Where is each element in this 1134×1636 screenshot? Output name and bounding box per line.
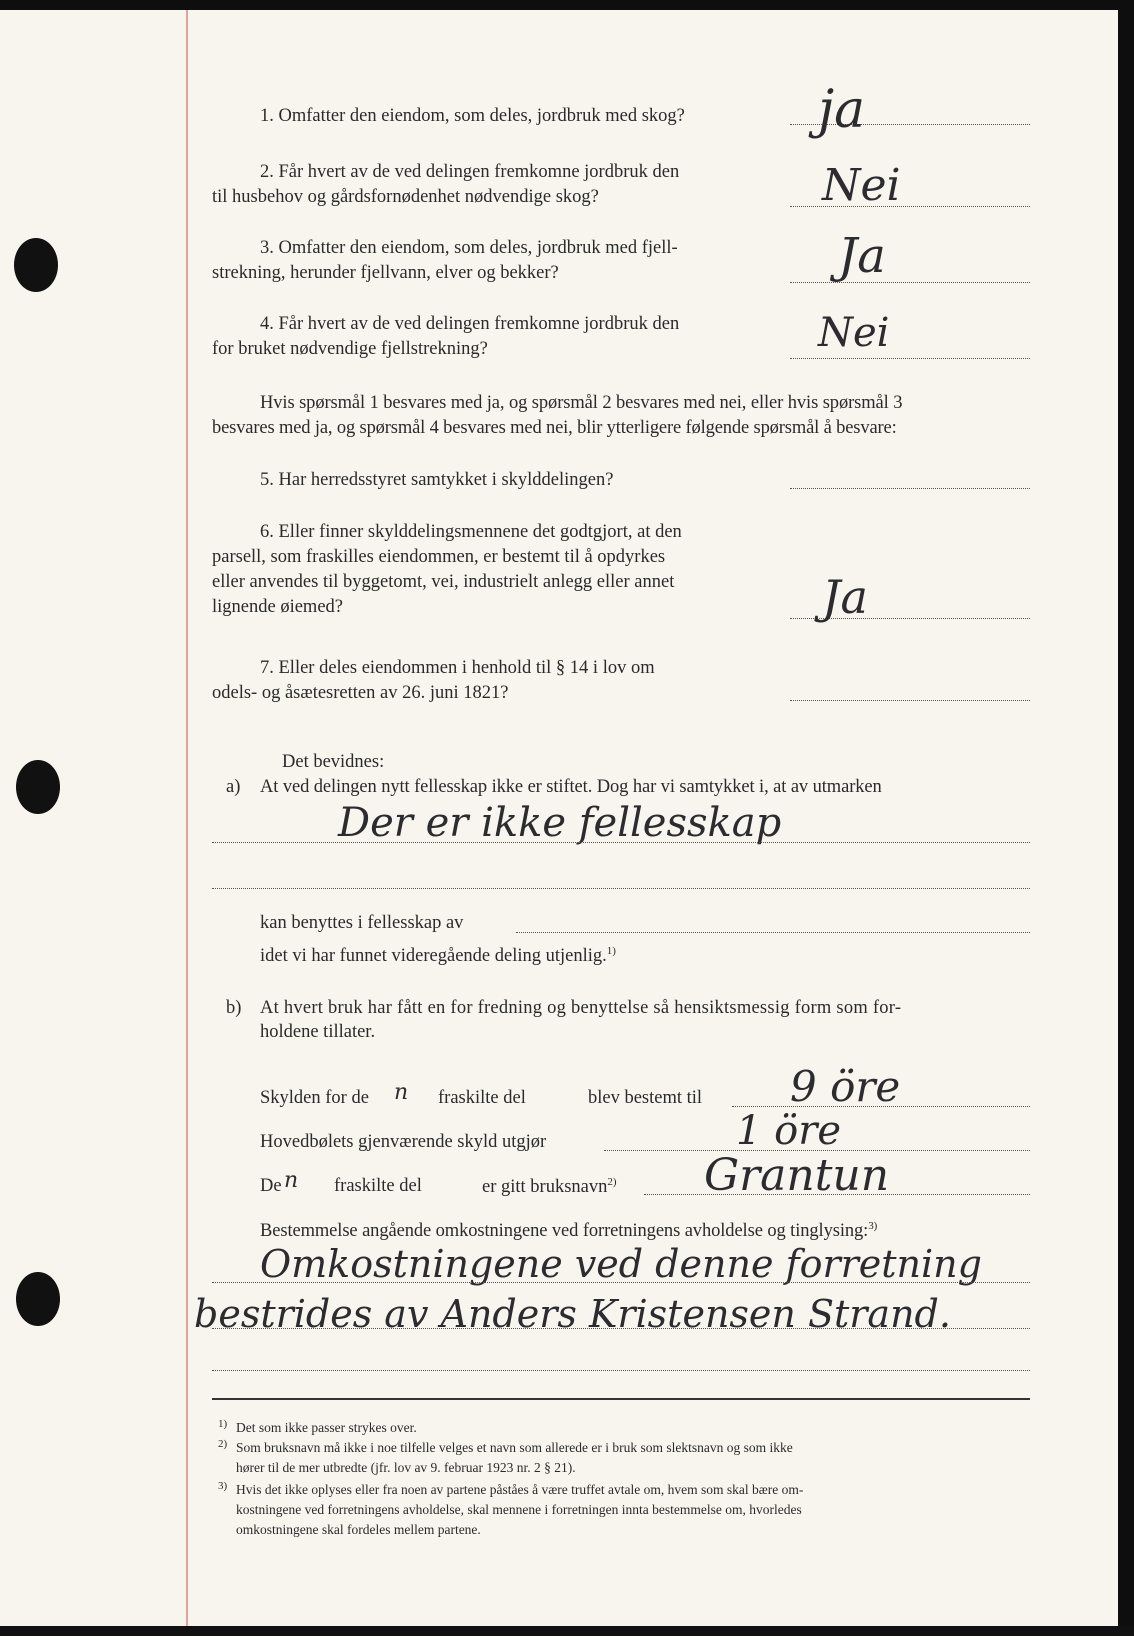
question-6-line: parsell, som fraskilles eiendommen, er bestemt til å opdyrkes [212,547,666,567]
bruksnavn-label [482,1176,617,1198]
punch-hole [16,760,60,814]
fill-line [212,1370,1030,1371]
question-7-line: odels- og åsætesretten av 26. juni 1821? [212,683,509,703]
bruksnavn-hand-letter: n [284,1168,299,1193]
item-b-line: holdene tillater. [260,1022,376,1042]
footnote-mark: 2) [218,1438,228,1450]
question-1-line: 1. Omfatter den eiendom, som deles, jordbruk med skog? [260,106,685,126]
intro-line: Hvis spørsmål 1 besvares med ja, og spørsmål 2 besvares med nei, eller hvis spørsmål 3 [260,393,903,413]
bevidnes-heading: Det bevidnes: [282,752,385,772]
punch-hole [14,238,58,292]
question-1 [260,104,792,129]
kan-benyttes-label: kan benyttes i fellesskap av [260,913,464,933]
footnote-line: Det som ikke passer strykes over. [236,1420,417,1435]
question-4 [212,312,792,362]
hovedbol-label: Hovedbølets gjenværende skyld utgjør [260,1132,547,1152]
footnote-ref: 1) [606,945,616,957]
form-page [0,10,1118,1636]
footnote-mark: 3) [218,1480,228,1492]
footnote-mark: 1) [218,1418,228,1430]
footnote-ref: 3) [868,1220,878,1232]
footnote-line: Hvis det ikke oplyses eller fra noen av partene påståes å være truffet avtale om, hvem som skal bære om- [236,1482,804,1497]
fill-line [516,932,1030,933]
question-5: 5. Har herredsstyret samtykket i skylddelingen? [260,470,614,490]
skyld-hand-letter: n [394,1080,409,1105]
answer-2-handwritten: Nei [822,160,901,211]
skyld-value-handwritten: 9 öre [790,1062,901,1111]
question-3-line: strekning, herunder fjellvann, elver og bekker? [212,263,559,283]
answer-1-handwritten: ja [818,80,866,140]
item-b-line: At hvert bruk har fått en for fredning og benyttelse så hensiktsmessig form som for- [260,998,902,1018]
question-6-line: eller anvendes til byggetomt, vei, industrielt anlegg eller annet [212,572,675,592]
margin-line [186,10,188,1636]
answer-4-handwritten: Nei [818,310,890,356]
footnote-rule [212,1398,1030,1400]
bruksnavn-label: De [260,1176,282,1196]
answer-6-handwritten: Ja [822,570,868,624]
bestemmelse-label [260,1220,877,1242]
footnote-line: omkostningene skal fordeles mellem partene. [236,1522,481,1537]
question-4-line: for bruket nødvendige fjellstrekning? [212,339,488,359]
footnote-line: Som bruksnavn må ikke i noe tilfelle velges et navn som allerede er i bruk som slektsnavn og som ikke [236,1440,793,1455]
question-2-line: 2. Får hvert av de ved delingen fremkomne jordbruk den [260,162,680,182]
bestemmelse-handwritten: bestrides av Anders Kristensen Strand. [194,1292,951,1336]
footnote-ref: 2) [607,1176,617,1188]
bestemmelse-handwritten: Omkostningene ved denne forretning [260,1242,982,1286]
skyld-label: fraskilte del [438,1088,526,1108]
bruksnavn-label-value: er gitt bruksnavn [482,1177,608,1198]
question-3-line: 3. Omfatter den eiendom, som deles, jordbruk med fjell- [260,238,678,258]
fill-line [212,1328,1030,1329]
question-3 [212,236,792,286]
bestemmelse-label-value: Bestemmelse angående omkostningene ved forretningens avholdelse og tinglysing: [260,1221,869,1242]
question-2-line: til husbehov og gårdsfornødenhet nødvendige skog? [212,187,599,207]
item-a-handwritten: Der er ikke fellesskap [338,800,782,846]
skyld-label: blev bestemt til [588,1088,703,1108]
footnote-line: hører til de mer utbredte (jfr. lov av 9. februar 1923 nr. 2 § 21). [236,1460,576,1475]
idet-text-value: idet vi har funnet videregående deling utjenlig. [260,946,607,967]
answer-line [790,282,1030,283]
question-6-line: 6. Eller finner skylddelingsmennene det godtgjort, at den [260,522,682,542]
question-7 [212,656,792,706]
question-6 [212,520,792,620]
bruksnavn-handwritten: Grantun [704,1150,890,1201]
footnote-1 [236,1418,1030,1438]
footnote-2 [236,1438,1030,1478]
item-b-label: b) [226,998,242,1018]
question-6-line: lignende øiemed? [212,597,343,617]
answer-line [790,358,1030,359]
fill-line [212,888,1030,889]
idet-text [260,945,616,967]
question-4-line: 4. Får hvert av de ved delingen fremkomne jordbruk den [260,314,680,334]
fill-line [212,1282,1030,1283]
answer-line [790,700,1030,701]
scan-edge [1118,0,1134,1636]
scan-edge [0,1626,1134,1636]
answer-3-handwritten: Ja [838,228,886,284]
item-a-label: a) [226,777,241,797]
footnote-3 [236,1480,1030,1540]
hovedbol-value-handwritten: 1 öre [736,1108,842,1154]
fill-line [212,842,1030,843]
answer-line [790,488,1030,489]
punch-hole [16,1272,60,1326]
question-7-line: 7. Eller deles eiendommen i henhold til § 14 i lov om [260,658,655,678]
question-2 [212,160,792,210]
footnote-line: kostningene ved forretningens avholdelse, skal mennene i forretningen innta bestemmelse om, hvorledes [236,1502,802,1517]
bruksnavn-label: fraskilte del [334,1176,422,1196]
intro-line: besvares med ja, og spørsmål 4 besvares med nei, blir ytterligere følgende spørsmål å besvare: [212,418,897,438]
skyld-label: Skylden for de [260,1088,369,1108]
item-a-text: At ved delingen nytt fellesskap ikke er stiftet. Dog har vi samtykket i, at av utmarken [260,777,882,797]
